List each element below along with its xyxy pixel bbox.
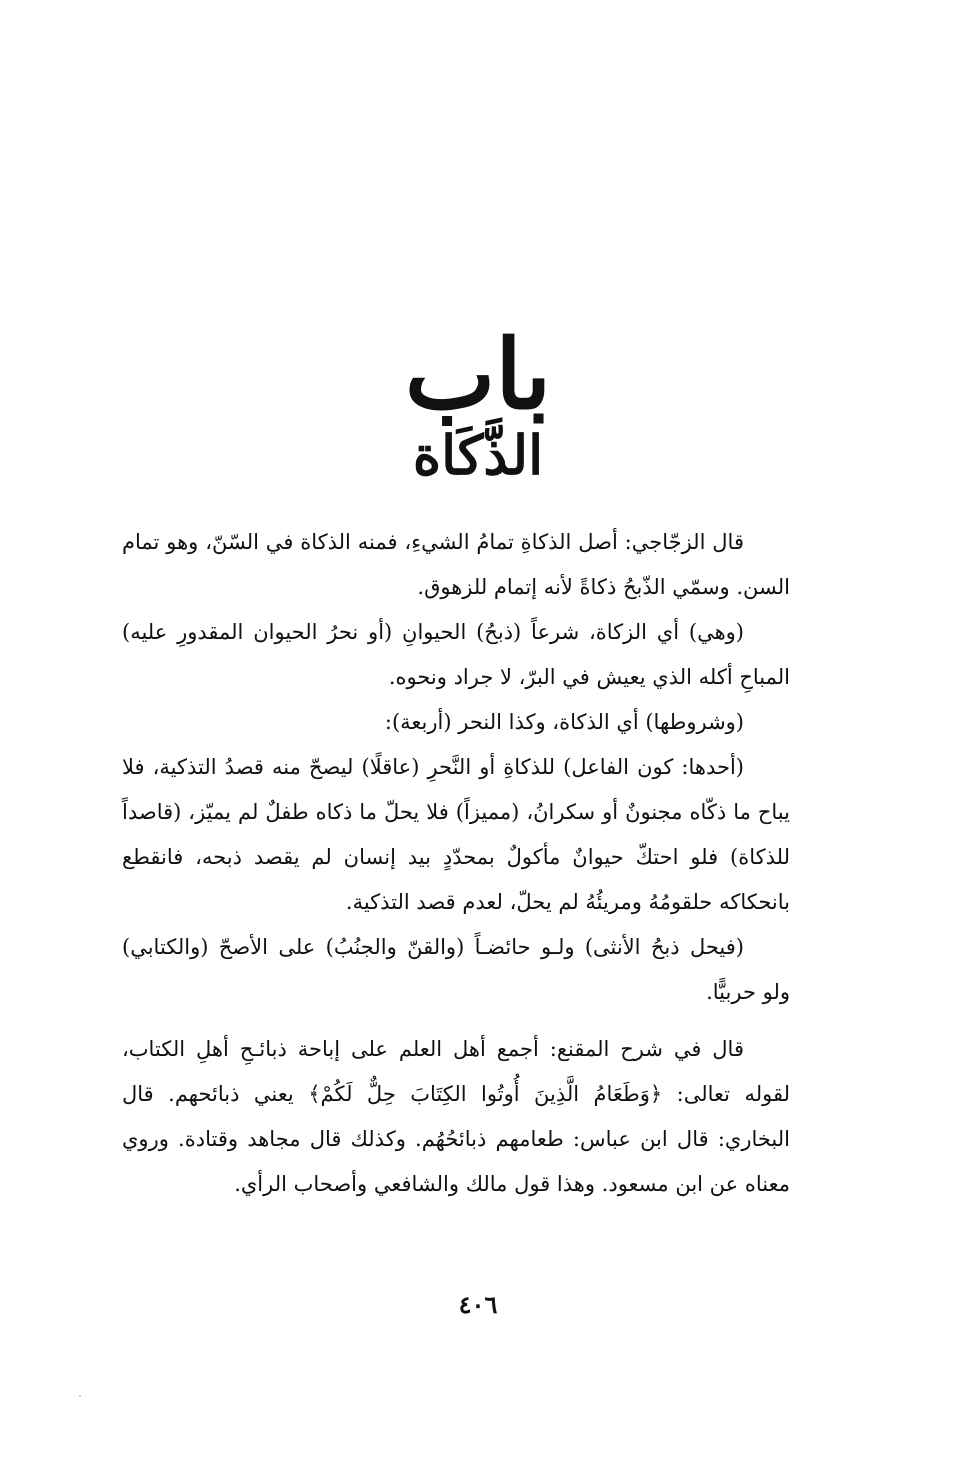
chapter-title: الذَّكَاة	[412, 423, 544, 487]
body-text	[122, 520, 790, 1207]
chapter-heading-word: باب	[404, 318, 552, 431]
paragraph-conditions: (وشروطها) أي الذكاة، وكذا النحر (أربعة):	[384, 710, 744, 734]
scan-speck	[79, 1395, 81, 1397]
paragraph-first-condition: (أحدها: كون الفاعل) للذكاةِ أو النَّحرِ (عاقلًا) ليصحّ منه قصدُ التذكية، فلا يباح ما ذكّاه مجنونٌ أو سكرانُ، (مميزاً) فلا يحلّ ما ذكاه طفلٌ لم يميّز، (قاصداً للذكاة) فلو احتكّ حيوانٌ مأكولٌ بمحدّدٍ بيد إنسان لم يقصد ذبحه، فانقطع بانحكاكه حلقومُهُ ومريئُهُ لم يحلّ، لعدم قصد التذكية.	[122, 755, 790, 914]
paragraph-permitted-slaughterers: (فيحل ذبحُ الأنثى) ولـو حائضـاً (والقنّ والجنُبُ) على الأصحّ (والكتابي) ولو حربيًّا.	[122, 935, 790, 1004]
paragraph-zajjaji: قال الزجّاجي: أصل الذكاةِ تمامُ الشيءِ، فمنه الذكاة في السّنّ، وهو تمام السن. وسمّي الذّبحُ ذكاةً لأنه إتمام للزهوق.	[122, 530, 790, 599]
paragraph-definition: (وهي) أي الزكاة، شرعاً (ذبحُ) الحيوانِ (أو نحرُ الحيوان المقدورِ عليه) المباحِ أكله الذي يعيش في البرّ، لا جراد ونحوه.	[122, 620, 790, 689]
paragraph-sharh-al-muqni: قال في شرح المقنع: أجمع أهل العلم على إباحة ذبائـحِ أهلِ الكتاب، لقوله تعالى: ﴿وَطَعَامُ الَّذِينَ أُوتُوا الكِتَابَ حِلٌّ لَكُمْ﴾ يعني ذبائحهم. قال البخاري: قال ابن عباس: طعامهم ذبائحُهُم. وكذلك قال مجاهد وقتادة. وروي معناه عن ابن مسعود. وهذا قول مالك والشافعي وأصحاب الرأي.	[122, 1037, 791, 1196]
page-number: ٤٠٦	[458, 1290, 498, 1319]
